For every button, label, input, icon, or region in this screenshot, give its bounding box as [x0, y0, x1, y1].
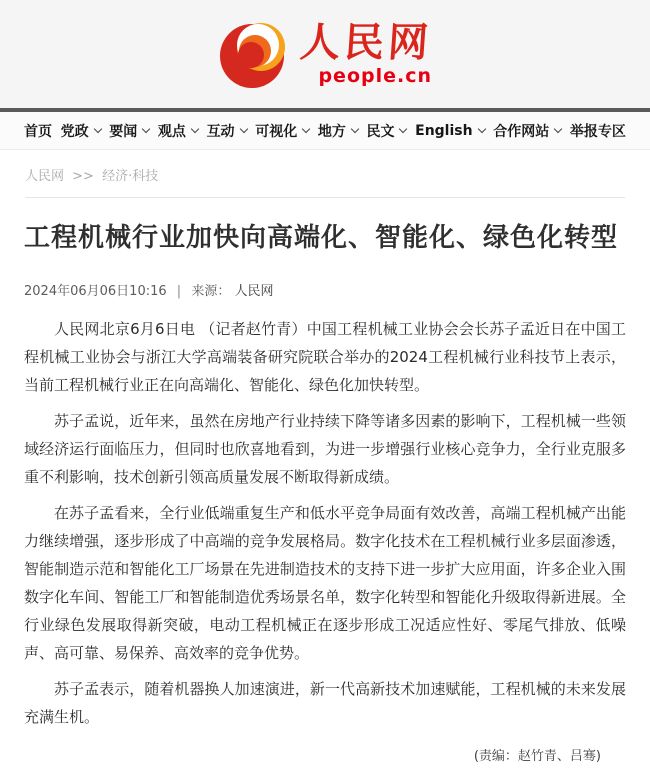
source-link[interactable]: 人民网 — [234, 284, 274, 299]
article-body — [24, 315, 626, 731]
article-paragraph: 苏子孟表示，随着机器换人加速演进，新一代高新技术加速赋能，工程机械的未来发展充满生机。 — [24, 680, 626, 726]
nav-item-label: 合作网站 — [493, 123, 550, 140]
meta-separator: | — [176, 284, 182, 299]
breadcrumb — [0, 150, 650, 197]
site-logo[interactable] — [218, 18, 432, 90]
nav-item-top-news[interactable] — [109, 121, 149, 141]
breadcrumb-section-link[interactable]: 经济·科技 — [102, 169, 159, 184]
nav-item-visualization[interactable] — [255, 121, 309, 141]
chevron-down-icon — [554, 124, 562, 132]
nav-item-label: 党政 — [60, 123, 89, 140]
chevron-down-icon — [93, 124, 101, 132]
nav-item-partner-sites[interactable] — [493, 121, 561, 141]
nav-item-label: 要闻 — [109, 123, 138, 140]
breadcrumb-separator: >> — [72, 169, 94, 184]
nav-item-label: 首页 — [24, 123, 52, 140]
nav-item-home[interactable] — [24, 121, 52, 141]
chevron-down-icon — [142, 124, 150, 132]
site-header — [0, 0, 650, 108]
chevron-down-icon — [351, 124, 359, 132]
nav-item-label: 可视化 — [255, 123, 298, 140]
chevron-down-icon — [239, 124, 247, 132]
nav-item-label: 互动 — [206, 123, 235, 140]
nav-item-report-zone[interactable] — [570, 121, 626, 141]
chevron-down-icon — [191, 124, 199, 132]
nav-item-label: 观点 — [157, 123, 186, 140]
article-paragraph: 人民网北京6月6日电 （记者赵竹青）中国工程机械工业协会会长苏子孟近日在中国工程机械工业协会与浙江大学高端装备研究院联合举办的2024工程机械行业科技节上表示，当前工程机械行业正在向高端化、智能化、绿色化加快转型。 — [24, 320, 626, 394]
brand-name-en: people.cn — [318, 65, 432, 87]
article-meta — [24, 280, 626, 299]
chevron-down-icon — [399, 124, 407, 132]
people-logo-icon — [218, 18, 290, 90]
chevron-down-icon — [477, 124, 485, 132]
editor-note: (责编：赵竹青、吕骞) — [473, 749, 601, 764]
nav-item-interaction[interactable] — [207, 121, 247, 141]
nav-item-label: 举报专区 — [569, 123, 626, 140]
breadcrumb-site-link[interactable]: 人民网 — [25, 169, 65, 184]
nav-item-opinion[interactable] — [158, 121, 198, 141]
logo-text — [298, 19, 434, 87]
source-label: 来源： — [191, 284, 231, 299]
nav-item-english[interactable] — [415, 123, 484, 139]
article — [0, 198, 650, 778]
nav-item-party-gov[interactable] — [61, 121, 101, 141]
nav-item-local[interactable] — [318, 121, 358, 141]
nav-item-label: 地方 — [317, 123, 346, 140]
main-nav — [0, 112, 650, 150]
nav-item-label: English — [415, 122, 473, 139]
article-paragraph: 在苏子孟看来，全行业低端重复生产和低水平竞争局面有效改善，高端工程机械产出能力继续增强，逐步形成了中高端的竞争发展格局。数字化技术在工程机械行业多层面渗透，智能制造示范和智能化工厂场景在先进制造技术的支持下进一步扩大应用面，许多企业入围数字化车间、智能工厂和智能制造优秀场景名单，数字化转型和智能化升级取得新进展。全行业绿色发展取得新突破，电动工程机械正在逐步形成工况适应性好、零尾气排放、低噪声、高可靠、易保养、高效率的竞争优势。 — [24, 504, 626, 662]
nav-item-minority-languages[interactable] — [366, 121, 406, 141]
chevron-down-icon — [302, 124, 310, 132]
article-title: 工程机械行业加快向高端化、智能化、绿色化转型 — [24, 223, 619, 253]
article-date: 2024年06月06日10:16 — [24, 284, 167, 299]
article-paragraph: 苏子孟说，近年来，虽然在房地产行业持续下降等诸多因素的影响下，工程机械一些领域经济运行面临压力，但同时也欣喜地看到，为进一步增强行业核心竞争力，全行业克服多重不利影响，技术创新引领高质量发展不断取得新成绩。 — [24, 412, 626, 486]
nav-item-label: 民文 — [366, 123, 395, 140]
brand-name-cn: 人民网 — [298, 19, 434, 66]
